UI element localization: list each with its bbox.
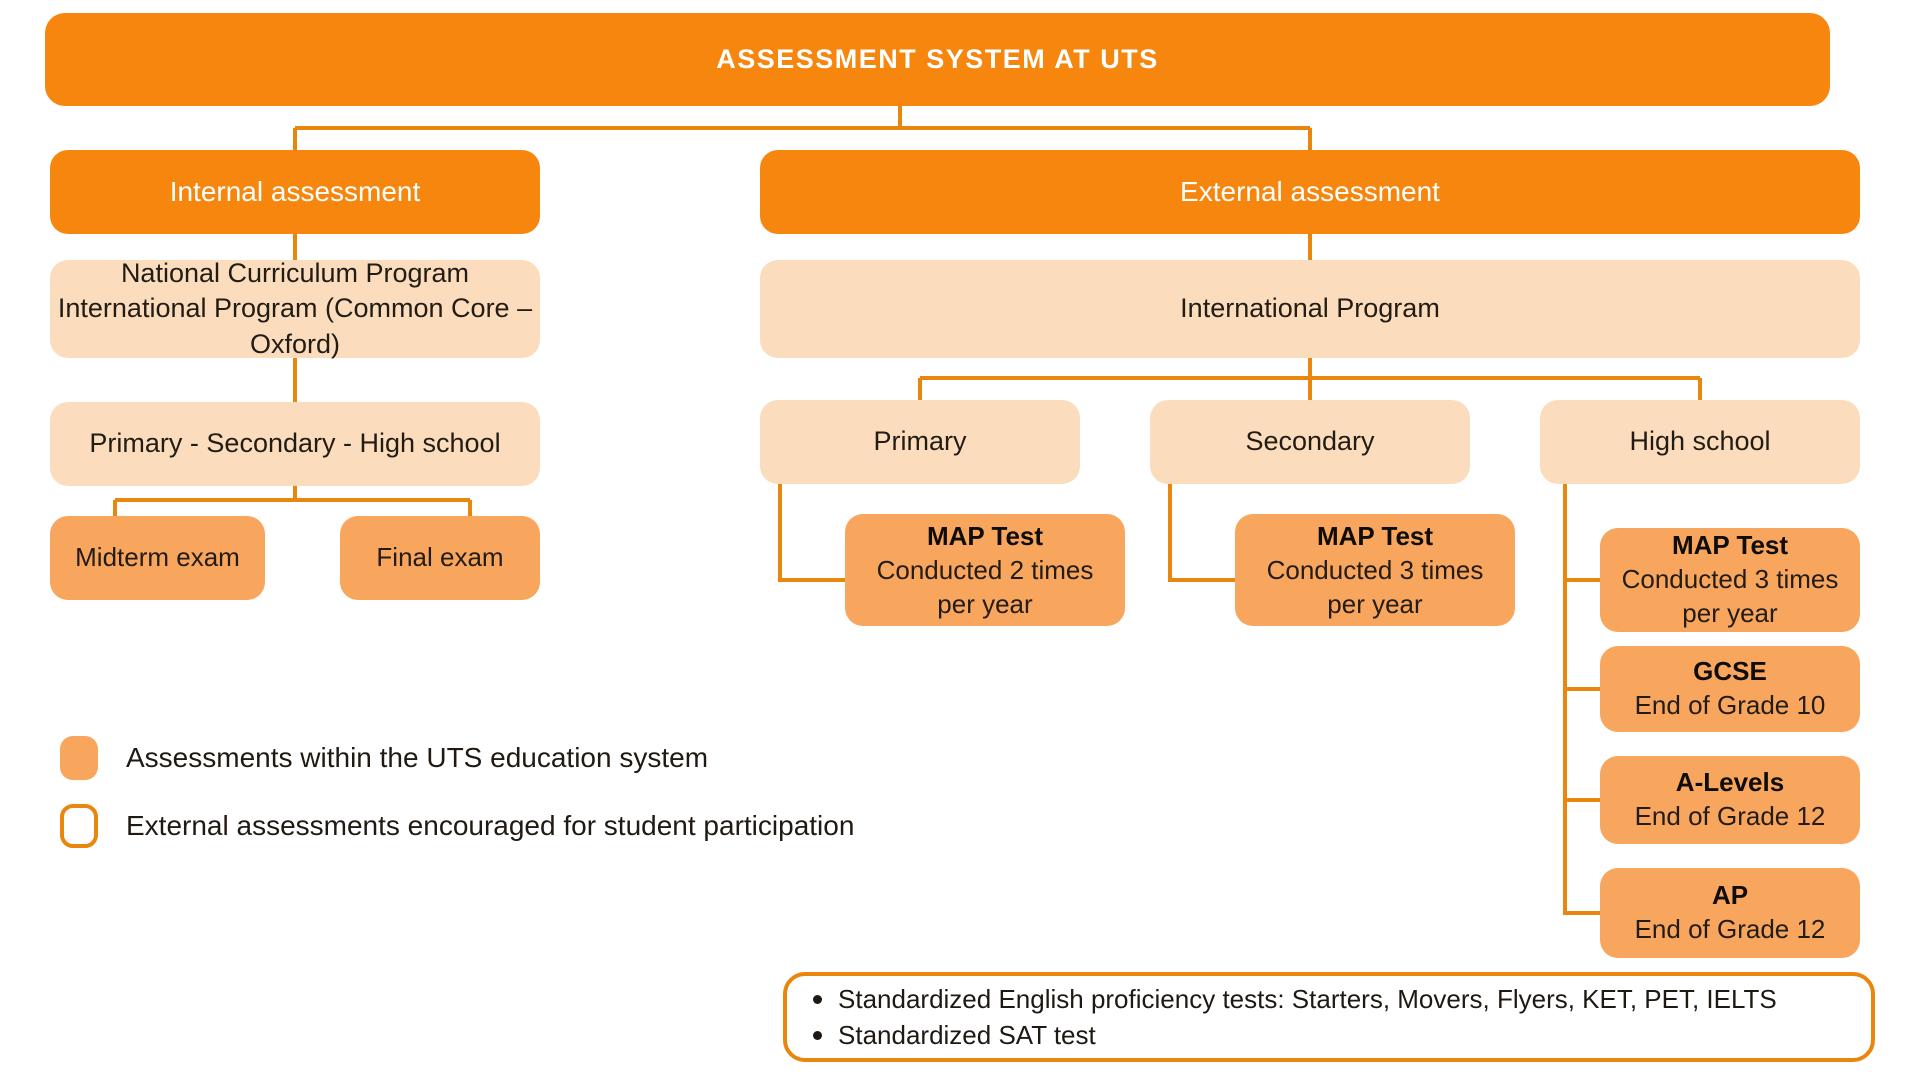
- note-sat-test: Standardized SAT test: [838, 1020, 1096, 1050]
- note-line: [813, 1017, 1845, 1053]
- hs-map-test-line1: Conducted 3 times: [1621, 564, 1839, 595]
- secondary-label: Secondary: [1245, 426, 1375, 457]
- internal-levels-node: [50, 402, 540, 486]
- primary-map-test-node: [845, 514, 1125, 626]
- primary-node: [760, 400, 1080, 484]
- ap-line1: End of Grade 12: [1634, 914, 1826, 944]
- gcse-line1: End of Grade 10: [1634, 690, 1826, 720]
- internal-assessment-node: [50, 150, 540, 234]
- primary-label: Primary: [873, 426, 967, 457]
- primary-map-test-line1: Conducted 2 times: [876, 554, 1094, 585]
- standardized-tests-note: [783, 972, 1875, 1062]
- note-english-tests: Standardized English proficiency tests: Starters, Movers, Flyers, KET, PET, IELTS: [838, 984, 1777, 1014]
- legend-internal-label: Assessments within the UTS education system: [126, 742, 709, 773]
- secondary-map-test-line1: Conducted 3 times: [1266, 554, 1484, 585]
- secondary-map-test-line2: per year: [1327, 589, 1423, 620]
- legend-item-external: [60, 804, 854, 848]
- international-program-node: [760, 260, 1860, 358]
- primary-map-test-title: MAP Test: [926, 520, 1044, 551]
- a-levels-node: [1600, 756, 1860, 844]
- bullet-icon: [813, 995, 822, 1004]
- a-levels-title: A-Levels: [1675, 767, 1785, 798]
- hs-map-test-node: [1600, 528, 1860, 632]
- internal-program-line2: International Program (Common Core – Oxford): [57, 293, 533, 359]
- note-line: [813, 981, 1845, 1017]
- primary-map-test-line2: per year: [937, 589, 1033, 620]
- external-assessment-node: [760, 150, 1860, 234]
- international-program-label: International Program: [1180, 293, 1440, 324]
- gcse-title: GCSE: [1693, 656, 1767, 687]
- internal-levels-label: Primary - Secondary - High school: [89, 428, 501, 459]
- ap-node: [1600, 868, 1860, 958]
- bullet-icon: [813, 1031, 822, 1040]
- gcse-node: [1600, 646, 1860, 732]
- internal-program-node: [50, 260, 540, 358]
- secondary-node: [1150, 400, 1470, 484]
- hs-map-test-line2: per year: [1682, 597, 1778, 628]
- diagram-title: ASSESSMENT SYSTEM AT UTS: [45, 13, 1830, 106]
- final-exam-node: [340, 516, 540, 600]
- legend-item-internal: [60, 736, 708, 780]
- midterm-exam-label: Midterm exam: [75, 542, 240, 573]
- secondary-map-test-node: [1235, 514, 1515, 626]
- legend-solid-swatch-icon: [60, 736, 98, 780]
- secondary-map-test-title: MAP Test: [1316, 520, 1434, 551]
- internal-program-line1: National Curriculum Program: [120, 258, 470, 289]
- ap-title: AP: [1711, 880, 1749, 911]
- legend-outline-swatch-icon: [60, 804, 98, 848]
- midterm-exam-node: [50, 516, 265, 600]
- high-school-node: [1540, 400, 1860, 484]
- high-school-label: High school: [1629, 426, 1771, 457]
- hs-map-test-title: MAP Test: [1671, 530, 1789, 561]
- a-levels-line1: End of Grade 12: [1634, 801, 1826, 831]
- final-exam-label: Final exam: [376, 542, 504, 573]
- internal-assessment-label: Internal assessment: [169, 175, 421, 207]
- external-assessment-label: External assessment: [1180, 175, 1440, 207]
- legend-external-label: External assessments encouraged for student participation: [126, 810, 855, 841]
